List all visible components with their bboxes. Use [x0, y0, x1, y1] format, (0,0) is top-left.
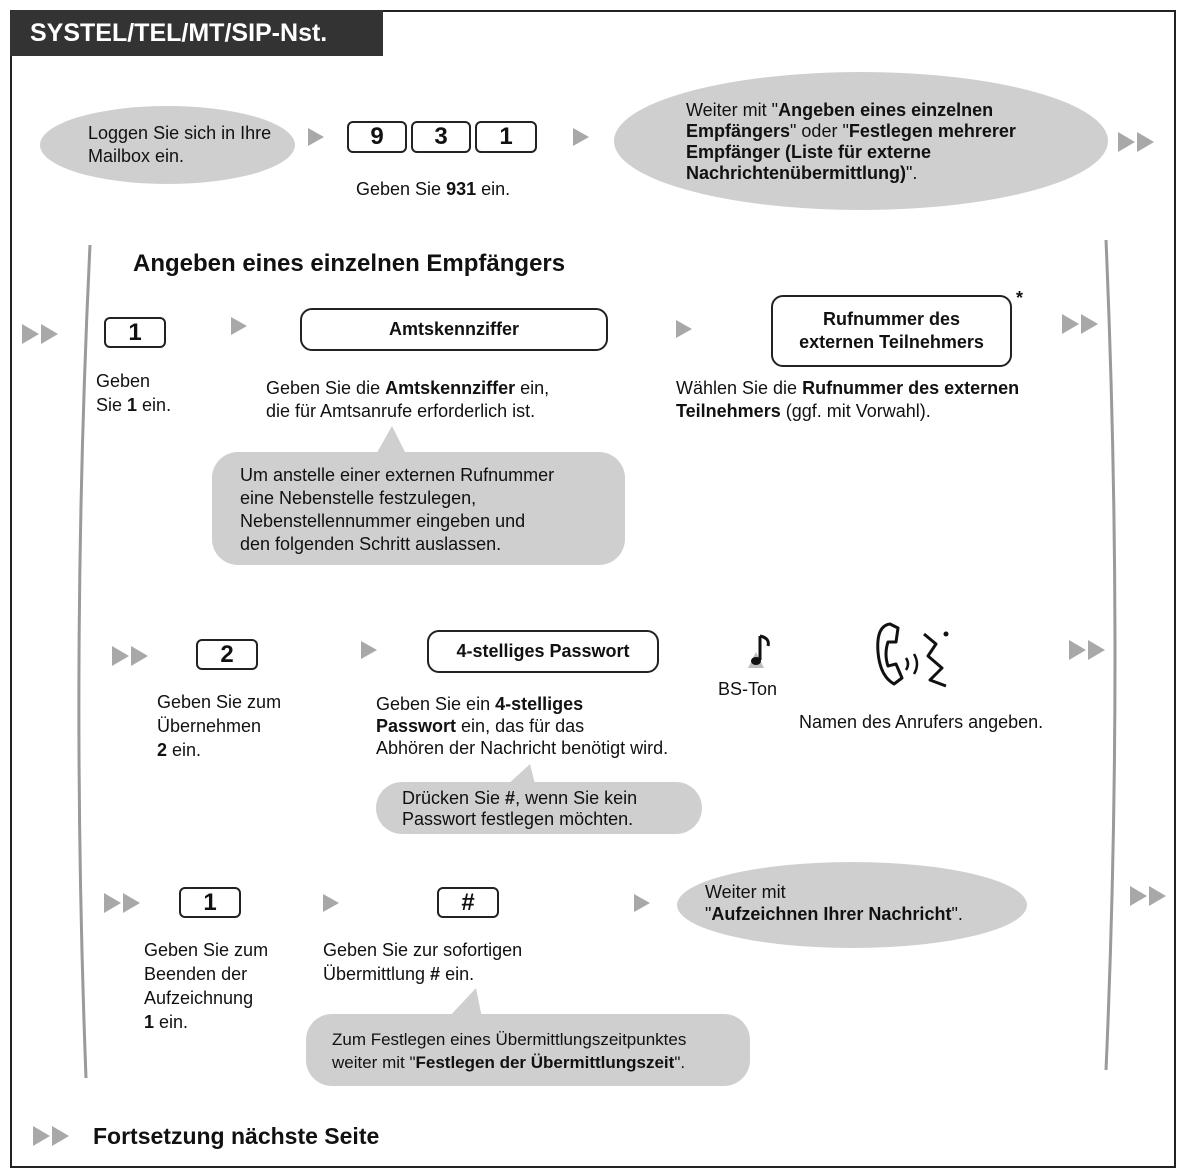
- continue-text: Weiter mit "Aufzeichnen Ihrer Nachricht".: [705, 882, 963, 924]
- login-text: Loggen Sie sich in Ihre Mailbox ein.: [88, 123, 272, 166]
- double-arrow-icon: [33, 1126, 73, 1146]
- continue-text: Weiter mit "Angeben eines einzelnen Empfängers" oder "Festlegen mehrerer Empfänger (Liste für externe Nachrichtenübermittlung)".: [686, 100, 1016, 183]
- hash-caption: Geben Sie zur sofortigen Übermittlung # ein.: [323, 940, 523, 984]
- tone-label: BS-Ton: [718, 679, 778, 699]
- key-3: 3: [411, 121, 471, 153]
- key-1: 1: [179, 887, 241, 918]
- external-number-box: Rufnummer des externen Teilnehmers: [771, 295, 1012, 367]
- tone-note-icon: [742, 632, 774, 672]
- trunk-access-box: Amtskennziffer: [300, 308, 608, 351]
- double-arrow-icon: [112, 646, 152, 666]
- asterisk: *: [1016, 288, 1024, 308]
- key-caption: Geben Sie 1 ein.: [96, 371, 172, 415]
- double-arrow-icon: [22, 324, 62, 344]
- arrow-icon: [676, 320, 692, 338]
- trunk-access-caption: Geben Sie die Amtskennziffer ein, die für Amtsanrufe erforderlich ist.: [266, 378, 550, 421]
- password-caption: Geben Sie ein 4-stelliges Passwort ein, das für das Abhören der Nachricht benötigt wird.: [376, 694, 669, 758]
- page-title: SYSTEL/TEL/MT/SIP-Nst.: [10, 10, 383, 56]
- hash-key: #: [437, 887, 499, 918]
- continue-next-page: Fortsetzung nächste Seite: [93, 1123, 380, 1149]
- arrow-icon: [231, 317, 247, 335]
- external-number-caption: Wählen Sie die Rufnummer des externen Teilnehmers (ggf. mit Vorwahl).: [676, 378, 1020, 421]
- password-box: 4-stelliges Passwort: [427, 630, 659, 673]
- key-1: 1: [104, 317, 166, 348]
- note-bubble: Zum Festlegen eines Übermittlungszeitpunktes weiter mit "Festlegen der Übermittlungszeit".: [306, 1014, 750, 1086]
- double-arrow-icon: [104, 893, 144, 913]
- arrow-icon: [323, 894, 339, 912]
- key-2: 2: [196, 639, 258, 670]
- key-1: 1: [475, 121, 537, 153]
- note-bubble: Um anstelle einer externen Rufnummer eine Nebenstelle festzulegen, Nebenstellennummer eingeben und den folgenden Schritt auslassen.: [212, 452, 625, 565]
- key-caption: Geben Sie zum Beenden der Aufzeichnung 1 ein.: [144, 940, 269, 1032]
- double-arrow-icon: [1069, 640, 1109, 660]
- arrow-icon: [634, 894, 650, 912]
- key-caption: Geben Sie 931 ein.: [356, 179, 511, 199]
- section-title: Angeben eines einzelnen Empfängers: [133, 250, 566, 277]
- key-caption: Geben Sie zum Übernehmen 2 ein.: [157, 692, 282, 760]
- speak-phone-icon: [872, 614, 962, 690]
- double-arrow-icon: [1062, 314, 1102, 334]
- note-bubble: Drücken Sie #, wenn Sie kein Passwort festlegen möchten.: [376, 782, 702, 834]
- double-arrow-icon: [1130, 886, 1170, 906]
- arrow-icon: [361, 641, 377, 659]
- key-9: 9: [347, 121, 407, 153]
- speak-caption: Namen des Anrufers angeben.: [799, 712, 1044, 732]
